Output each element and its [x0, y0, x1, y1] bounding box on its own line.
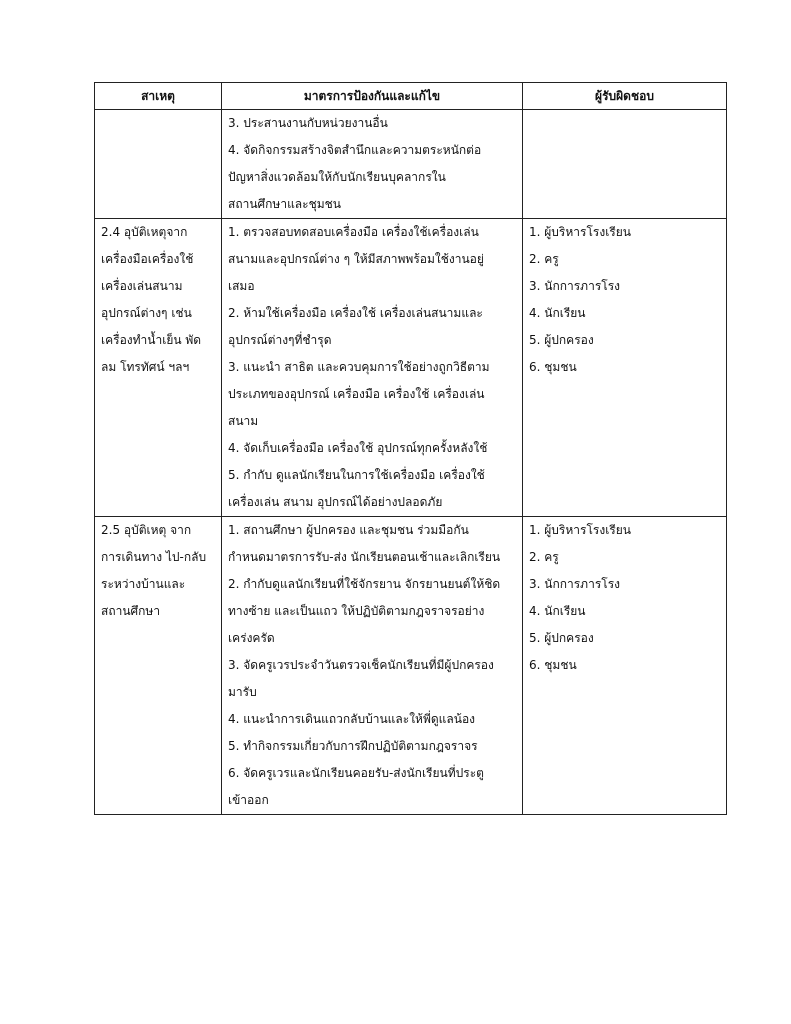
responsible-line: 5. ผู้ปกครอง [529, 333, 594, 347]
cause-line: เครื่องเล่นสนาม [101, 279, 183, 293]
table-header-row [95, 83, 727, 110]
header-cause: สาเหตุ [95, 83, 222, 110]
cause-line: ระหว่างบ้านและ [101, 577, 186, 591]
measure-line: 4. จัดกิจกรรมสร้างจิตสำนึกและความตระหนักต่อ [228, 143, 482, 157]
measure-line: 5. ทำกิจกรรมเกี่ยวกับการฝึกปฏิบัติตามกฎจราจร [228, 739, 478, 753]
responsible-line: 6. ชุมชน [529, 658, 577, 672]
responsible-line: 3. นักการภารโรง [529, 279, 621, 293]
measures-cell [222, 219, 523, 517]
responsible-line: 3. นักการภารโรง [529, 577, 621, 591]
measure-line: 5. กำกับ ดูแลนักเรียนในการใช้เครื่องมือ เครื่องใช้ [228, 468, 485, 482]
measure-line: มารับ [228, 685, 257, 699]
measure-line: 6. จัดครูเวรและนักเรียนคอยรับ-ส่งนักเรียนที่ประตู [228, 766, 484, 780]
cause-line: สถานศึกษา [101, 604, 161, 618]
responsible-cell [523, 517, 727, 815]
header-responsible: ผู้รับผิดชอบ [523, 83, 727, 110]
responsible-line: 1. ผู้บริหารโรงเรียน [529, 523, 631, 537]
measure-line: 1. ตรวจสอบทดสอบเครื่องมือ เครื่องใช้เครื่องเล่น [228, 225, 479, 239]
responsible-cell [523, 219, 727, 517]
cause-line: อุปกรณ์ต่างๆ เช่น [101, 306, 192, 320]
measure-line: 4. จัดเก็บเครื่องมือ เครื่องใช้ อุปกรณ์ทุกครั้งหลังใช้ [228, 441, 488, 455]
table-row [95, 517, 727, 815]
responsible-line: 5. ผู้ปกครอง [529, 631, 594, 645]
measure-line: ปัญหาสิ่งแวดล้อมให้กับนักเรียนบุคลากรใน [228, 170, 446, 184]
measure-line: 1. สถานศึกษา ผู้ปกครอง และชุมชน ร่วมมือกัน [228, 523, 469, 537]
table-row [95, 219, 727, 517]
responsible-line: 2. ครู [529, 550, 559, 564]
measures-cell [222, 110, 523, 219]
measure-line: 4. แนะนำการเดินแถวกลับบ้านและให้พี่ดูแลน้อง [228, 712, 476, 726]
risk-measures-table [94, 82, 727, 815]
responsible-line: 2. ครู [529, 252, 559, 266]
measure-line: สนาม [228, 414, 259, 428]
measure-line: 3. ประสานงานกับหน่วยงานอื่น [228, 116, 388, 130]
measure-line: สนามและอุปกรณ์ต่าง ๆ ให้มีสภาพพร้อมใช้งานอยู่ [228, 252, 484, 266]
measure-line: ประเภทของอุปกรณ์ เครื่องมือ เครื่องใช้ เครื่องเล่น [228, 387, 485, 401]
measure-line: 2. ห้ามใช้เครื่องมือ เครื่องใช้ เครื่องเล่นสนามและ [228, 306, 483, 320]
responsible-cell [523, 110, 727, 219]
cause-cell [95, 219, 222, 517]
table-body [95, 110, 727, 815]
responsible-line: 4. นักเรียน [529, 604, 586, 618]
cause-line: เครื่องมือเครื่องใช้ [101, 252, 194, 266]
measure-line: ทางซ้าย และเป็นแถว ให้ปฏิบัติตามกฎจราจรอย่าง [228, 604, 485, 618]
cause-cell [95, 517, 222, 815]
cause-line: การเดินทาง ไป-กลับ [101, 550, 207, 564]
measure-line: อุปกรณ์ต่างๆที่ชำรุด [228, 333, 332, 347]
measure-line: เครื่องเล่น สนาม อุปกรณ์ได้อย่างปลอดภัย [228, 495, 443, 509]
measure-line: เคร่งครัด [228, 631, 275, 645]
measure-line: สถานศึกษาและชุมชน [228, 197, 341, 211]
cause-cell [95, 110, 222, 219]
cause-line: ลม โทรทัศน์ ฯลฯ [101, 360, 190, 374]
measure-line: กำหนดมาตรการรับ-ส่ง นักเรียนตอนเช้าและเลิกเรียน [228, 550, 501, 564]
measures-cell [222, 517, 523, 815]
responsible-line: 1. ผู้บริหารโรงเรียน [529, 225, 631, 239]
table-row [95, 110, 727, 219]
cause-line: 2.5 อุบัติเหตุ จาก [101, 523, 192, 537]
header-measures: มาตรการป้องกันและแก้ไข [222, 83, 523, 110]
measure-line: 2. กำกับดูแลนักเรียนที่ใช้จักรยาน จักรยานยนต์ให้ชิด [228, 577, 501, 591]
measure-line: 3. จัดครูเวรประจำวันตรวจเช็คนักเรียนที่มีผู้ปกครอง [228, 658, 494, 672]
cause-line: 2.4 อุบัติเหตุจาก [101, 225, 188, 239]
measure-line: เข้าออก [228, 793, 269, 807]
responsible-line: 6. ชุมชน [529, 360, 577, 374]
responsible-line: 4. นักเรียน [529, 306, 586, 320]
cause-line: เครื่องทำน้ำเย็น พัด [101, 333, 202, 347]
measure-line: 3. แนะนำ สาธิต และควบคุมการใช้อย่างถูกวิธีตาม [228, 360, 490, 374]
measure-line: เสมอ [228, 279, 255, 293]
